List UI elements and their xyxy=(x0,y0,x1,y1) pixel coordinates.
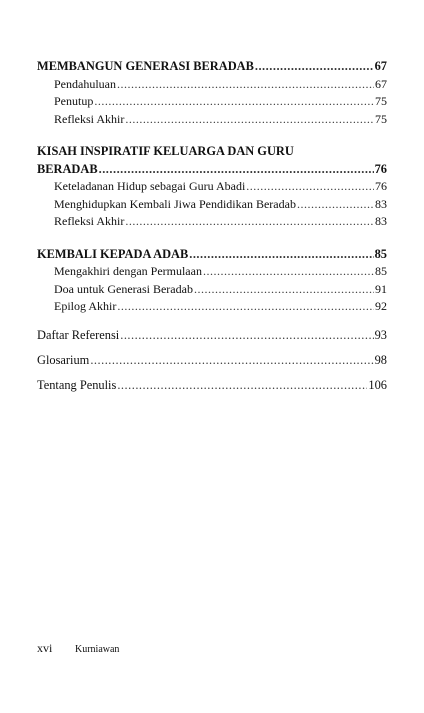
subentry-title: Pendahuluan xyxy=(54,76,116,91)
page-number: 83 xyxy=(375,214,387,228)
subentry-title: Penutup xyxy=(54,94,94,108)
footer-author: Kurniawan xyxy=(75,644,120,655)
page-number: 75 xyxy=(375,111,387,126)
dot-leader xyxy=(203,263,374,281)
toc-chapter-entry[interactable] xyxy=(37,161,387,179)
toc-subentry[interactable] xyxy=(37,178,387,196)
toc-subentry[interactable] xyxy=(37,196,387,214)
dot-leader xyxy=(255,58,374,76)
dot-leader xyxy=(117,76,374,94)
subentry-title: Refleksi Akhir xyxy=(54,214,125,228)
toc-subentry[interactable] xyxy=(37,111,387,129)
toc-subentry[interactable] xyxy=(37,76,387,94)
dot-leader xyxy=(117,373,367,398)
chapter-title-line-1: KISAH INSPIRATIF KELUARGA DAN GURU xyxy=(37,144,294,158)
table-of-contents xyxy=(37,58,387,398)
page-number: 67 xyxy=(374,59,387,73)
subentry-title: Mengakhiri dengan Permulaan xyxy=(54,264,202,278)
dot-leader xyxy=(125,111,374,129)
page-number: 76 xyxy=(375,179,387,193)
toc-subentry[interactable] xyxy=(37,263,387,281)
page-number: 85 xyxy=(374,246,387,261)
toc-backmatter-entry[interactable] xyxy=(37,348,387,373)
subentry-title: Refleksi Akhir xyxy=(54,111,125,126)
dot-leader xyxy=(246,178,374,196)
toc-subentry[interactable] xyxy=(37,93,387,111)
toc-subentry[interactable] xyxy=(37,213,387,231)
chapter-title-line-2: BERADAB xyxy=(37,161,98,176)
page-number: 67 xyxy=(375,76,387,91)
dot-leader xyxy=(125,213,374,231)
chapter-title: MEMBANGUN GENERASI BERADAB xyxy=(37,59,254,73)
toc-chapter-entry[interactable] xyxy=(37,246,387,264)
backmatter-title: Tentang Penulis xyxy=(37,377,117,392)
page-footer xyxy=(37,641,119,656)
page-number: 98 xyxy=(374,352,387,367)
subentry-title: Keteladanan Hidup sebagai Guru Abadi xyxy=(54,179,246,193)
dot-leader xyxy=(194,281,374,299)
page-number: 93 xyxy=(374,327,387,342)
toc-subentry[interactable] xyxy=(37,281,387,299)
dot-leader xyxy=(120,323,373,348)
toc-subentry[interactable] xyxy=(37,298,387,316)
backmatter-title: Glosarium xyxy=(37,352,90,367)
dot-leader xyxy=(90,348,373,373)
subentry-title: Epilog Akhir xyxy=(54,299,117,313)
toc-backmatter-entry[interactable] xyxy=(37,373,387,398)
subentry-title: Menghidupkan Kembali Jiwa Pendidikan Beradab xyxy=(54,196,296,211)
dot-leader xyxy=(297,196,374,214)
dot-leader xyxy=(94,93,374,111)
dot-leader xyxy=(117,298,374,316)
dot-leader xyxy=(189,246,373,264)
page-number: 92 xyxy=(375,299,387,313)
page-number: 76 xyxy=(374,161,387,176)
subentry-title: Doa untuk Generasi Beradab xyxy=(54,281,193,296)
page-number: 106 xyxy=(368,377,387,392)
page-number: 83 xyxy=(375,196,387,211)
backmatter-title: Daftar Referensi xyxy=(37,327,120,342)
page-number: 75 xyxy=(375,94,387,108)
page-number: 85 xyxy=(375,264,387,278)
toc-backmatter-entry[interactable] xyxy=(37,323,387,348)
footer-page-number: xvi xyxy=(37,641,53,655)
chapter-title: KEMBALI KEPADA ADAB xyxy=(37,246,189,261)
toc-chapter-entry[interactable] xyxy=(37,58,387,76)
dot-leader xyxy=(99,161,374,179)
page-number: 91 xyxy=(375,281,387,296)
